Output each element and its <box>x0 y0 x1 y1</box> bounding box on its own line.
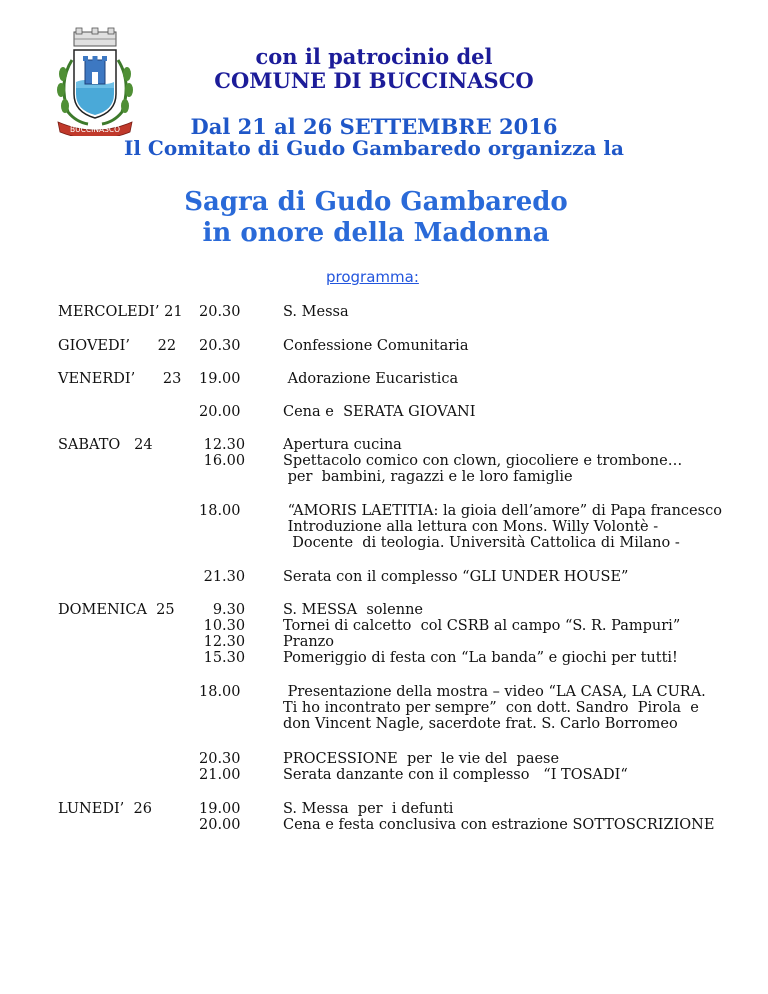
schedule-time: 20.30 <box>199 338 241 354</box>
program-label: programma: <box>326 268 419 286</box>
schedule-activity: Serata danzante con il complesso “I TOSADI“ <box>283 767 628 783</box>
event-dates: Dal 21 al 26 SETTEMBRE 2016 <box>190 114 558 139</box>
schedule-activity: S. Messa per i defunti <box>283 801 454 817</box>
municipality-name: COMUNE DI BUCCINASCO <box>214 68 534 93</box>
schedule-time: 20.30 <box>199 751 241 767</box>
schedule-activity: Tornei di calcetto col CSRB al campo “S. R. Pampuri” <box>283 618 681 634</box>
schedule-time: 15.30 <box>199 650 246 666</box>
crest-banner-text: BUCCINASCO <box>70 125 120 134</box>
schedule-activity: Apertura cucina <box>283 437 402 453</box>
schedule-day: GIOVEDI’ 22 <box>58 338 177 354</box>
schedule-activity: PROCESSIONE per le vie del paese <box>283 751 560 767</box>
schedule-time: 20.00 <box>199 817 241 833</box>
schedule-activity: Cena e SERATA GIOVANI <box>283 404 476 420</box>
schedule-activity: Confessione Comunitaria <box>283 338 469 354</box>
event-title-line2: in onore della Madonna <box>202 218 550 248</box>
schedule-time: 19.00 <box>199 801 241 817</box>
schedule-activity: S. MESSA solenne <box>283 602 424 618</box>
schedule-activity: Docente di teologia. Università Cattolica di Milano - <box>283 535 680 551</box>
schedule-activity: Presentazione della mostra – video “LA CASA, LA CURA. <box>283 684 706 700</box>
event-title-line1: Sagra di Gudo Gambaredo <box>184 187 568 217</box>
schedule-activity: don Vincent Nagle, sacerdote frat. S. Carlo Borromeo <box>283 716 678 732</box>
schedule-activity: Spettacolo comico con clown, giocoliere e trombone… <box>283 453 683 469</box>
schedule-time: 20.00 <box>199 404 241 420</box>
schedule-time: 9.30 <box>199 602 246 618</box>
schedule-time: 12.30 <box>199 437 246 453</box>
schedule-day: SABATO 24 <box>58 437 153 453</box>
schedule-time: 19.00 <box>199 371 241 387</box>
schedule-time: 18.00 <box>199 503 241 519</box>
schedule-activity: Serata con il complesso “GLI UNDER HOUSE” <box>283 569 629 585</box>
schedule-activity: Ti ho incontrato per sempre” con dott. Sandro Pirola e <box>283 700 699 716</box>
schedule-activity: Introduzione alla lettura con Mons. Willy Volontè - <box>283 519 659 535</box>
schedule-activity: per bambini, ragazzi e le loro famiglie <box>283 469 573 485</box>
schedule-time: 20.30 <box>199 304 241 320</box>
schedule-time: 12.30 <box>199 634 246 650</box>
schedule-activity: S. Messa <box>283 304 349 320</box>
schedule-time: 16.00 <box>199 453 246 469</box>
schedule-activity: Pranzo <box>283 634 335 650</box>
organizer-line: Il Comitato di Gudo Gambaredo organizza la <box>124 136 624 160</box>
schedule-activity: Pomeriggio di festa con “La banda” e giochi per tutti! <box>283 650 678 666</box>
schedule-day: MERCOLEDI’ 21 <box>58 304 183 320</box>
schedule-time: 18.00 <box>199 684 241 700</box>
patronage-line: con il patrocinio del <box>255 44 493 69</box>
schedule-time: 21.30 <box>199 569 246 585</box>
schedule-activity: “AMORIS LAETITIA: la gioia dell’amore” di Papa francesco <box>283 503 722 519</box>
schedule-activity: Cena e festa conclusiva con estrazione SOTTOSCRIZIONE <box>283 817 715 833</box>
schedule-time: 21.00 <box>199 767 241 783</box>
schedule-day: DOMENICA 25 <box>58 602 175 618</box>
schedule-day: LUNEDI’ 26 <box>58 801 152 817</box>
schedule-day: VENERDI’ 23 <box>58 371 182 387</box>
schedule-activity: Adorazione Eucaristica <box>283 371 459 387</box>
schedule-time: 10.30 <box>199 618 246 634</box>
